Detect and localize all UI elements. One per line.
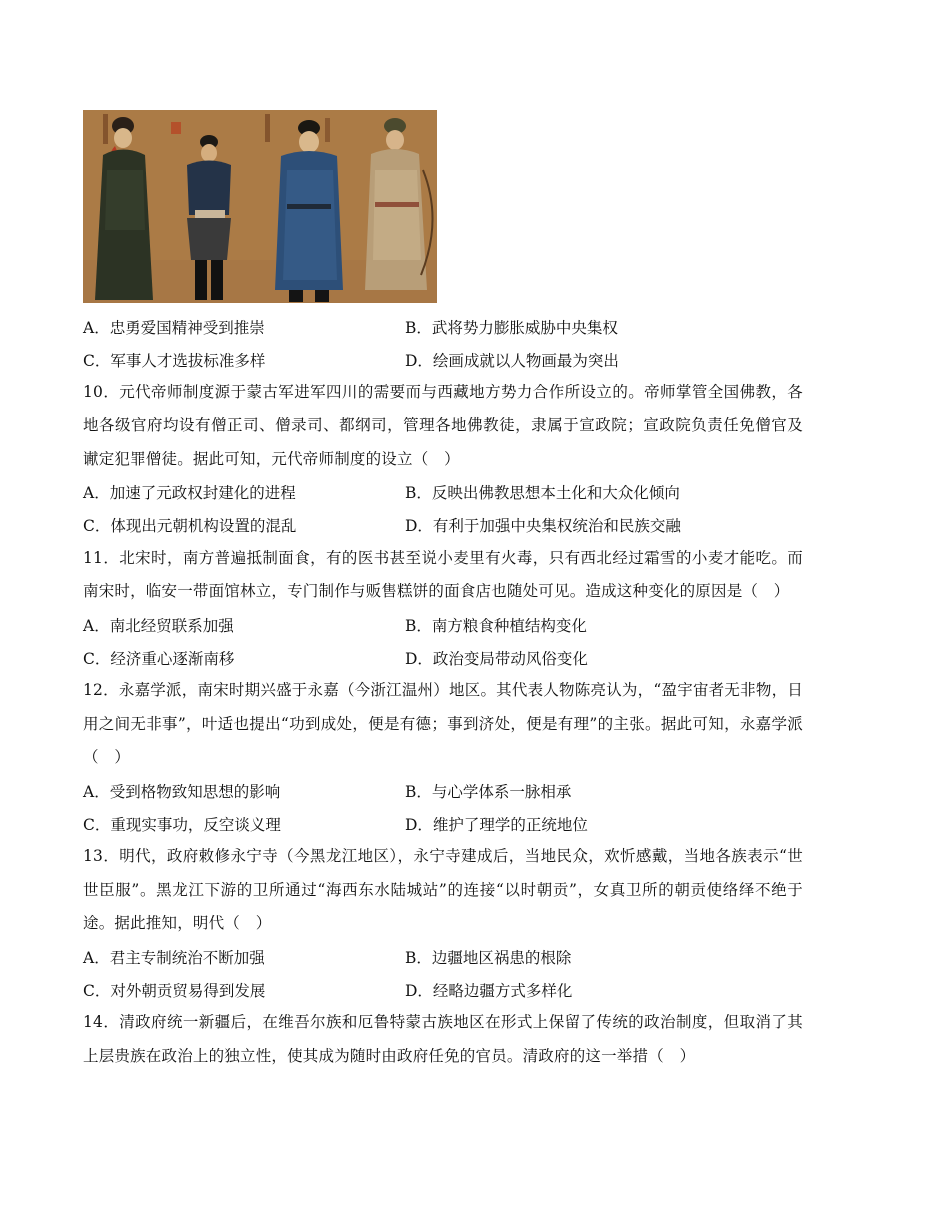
q9-option-d[interactable]: D．绘画成就以人物画最为突出	[405, 351, 619, 370]
q12-stem: 12．永嘉学派，南宋时期兴盛于永嘉（今浙江温州）地区。其代表人物陈亮认为，“盈宇宙者无非物，日用之间无非事”，叶适也提出“功到成处，便是有德；事到济处，便是有理”的主张。据此可知，永嘉学派（ ）	[83, 681, 803, 767]
q11-options-row-2	[83, 641, 803, 674]
q11-stem: 11．北宋时，南方普遍抵制面食，有的医书甚至说小麦里有火毒，只有西北经过霜雪的小麦才能吃。而南宋时，临安一带面馆林立，专门制作与贩售糕饼的面食店也随处可见。造成这种变化的原因是（ ）	[83, 548, 803, 601]
q11-options-row-1	[83, 608, 803, 641]
q10-options-row-1	[83, 476, 803, 509]
q10-option-c[interactable]: C．体现出元朝机构设置的混乱	[83, 517, 297, 536]
question-content	[83, 310, 803, 1073]
q12-option-d[interactable]: D．维护了理学的正统地位	[405, 815, 588, 834]
q13-option-b[interactable]: B．边疆地区祸患的根除	[405, 948, 572, 967]
q12-options-row-2	[83, 807, 803, 840]
q10-options-row-2	[83, 509, 803, 542]
q14-stem: 14．清政府统一新疆后，在维吾尔族和厄鲁特蒙古族地区在形式上保留了传统的政治制度，但取消了其上层贵族在政治上的独立性，使其成为随时由政府任免的官员。清政府的这一举措（ ）	[83, 1013, 803, 1065]
q13-option-a[interactable]: A．君主专制统治不断加强	[83, 948, 265, 967]
q13-option-d[interactable]: D．经略边疆方式多样化	[405, 981, 573, 1000]
q9-option-c[interactable]: C．军事人才选拔标准多样	[83, 351, 266, 370]
q12-options-row-1	[83, 774, 803, 807]
q13-options-row-1	[83, 940, 803, 973]
q13-option-c[interactable]: C．对外朝贡贸易得到发展	[83, 981, 266, 1000]
q13-options-row-2	[83, 973, 803, 1006]
q12-option-b[interactable]: B．与心学体系一脉相承	[405, 782, 572, 801]
q9-option-a[interactable]: A．忠勇爱国精神受到推崇	[83, 318, 265, 337]
q11-option-b[interactable]: B．南方粮食种植结构变化	[405, 616, 587, 635]
q9-option-b[interactable]: B．武将势力膨胀威胁中央集权	[405, 318, 618, 337]
painting-four-figures	[83, 110, 437, 303]
q10-option-a[interactable]: A．加速了元政权封建化的进程	[83, 484, 296, 503]
q11-option-c[interactable]: C．经济重心逐渐南移	[83, 649, 235, 668]
q11-option-d[interactable]: D．政治变局带动风俗变化	[405, 649, 588, 668]
q10-option-d[interactable]: D．有利于加强中央集权统治和民族交融	[405, 517, 681, 536]
q12-option-c[interactable]: C．重现实事功，反空谈义理	[83, 815, 281, 834]
q12-option-a[interactable]: A．受到格物致知思想的影响	[83, 782, 281, 801]
q13-stem: 13．明代，政府敕修永宁寺（今黑龙江地区），永宁寺建成后，当地民众，欢忻感戴，当地各族表示“世世臣服”。黑龙江下游的卫所通过“海西东水陆城站”的连接“以时朝贡”，女真卫所的朝贡使络绎不绝于途。据此推知，明代（ ）	[83, 847, 803, 932]
q9-options-row-2	[83, 343, 803, 376]
q10-stem: 10．元代帝师制度源于蒙古军进军四川的需要而与西藏地方势力合作所设立的。帝师掌管全国佛教，各地各级官府均设有僧正司、僧录司、都纲司，管理各地佛教徒，隶属于宣政院；宣政院负责任免僧官及谳定犯罪僧徒。据此可知，元代帝师制度的设立（ ）	[83, 383, 803, 468]
q10-option-b[interactable]: B．反映出佛教思想本土化和大众化倾向	[405, 484, 680, 503]
q11-option-a[interactable]: A．南北经贸联系加强	[83, 616, 234, 635]
q9-options-row-1	[83, 310, 803, 343]
